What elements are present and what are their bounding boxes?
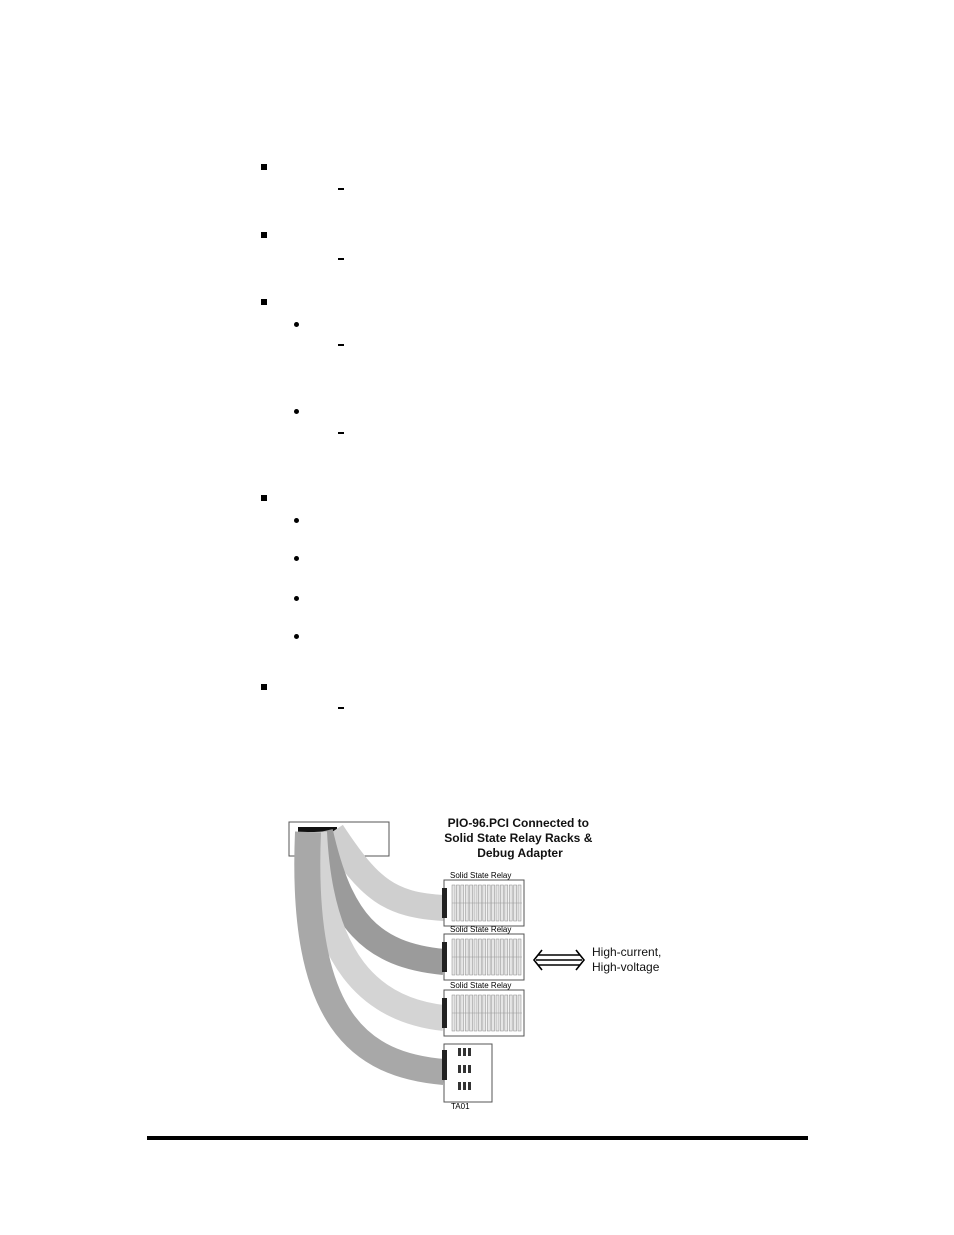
title-line-1: PIO-96.PCI Connected to <box>447 816 590 830</box>
adapter-label: TA01 <box>451 1102 470 1111</box>
dash-bullet <box>338 707 344 709</box>
square-bullet <box>261 232 267 238</box>
rack-label: Solid State Relay <box>450 981 512 990</box>
footer-rule <box>147 1136 808 1140</box>
round-bullet <box>294 596 299 601</box>
dash-bullet <box>338 188 344 190</box>
title-line-2: Solid State Relay Racks & <box>444 831 593 845</box>
title-line-3: Debug Adapter <box>477 846 563 860</box>
round-bullet <box>294 409 299 414</box>
arrow-label <box>592 945 665 974</box>
relay-rack <box>442 981 524 1036</box>
dash-bullet <box>338 258 344 260</box>
round-bullet <box>294 322 299 327</box>
square-bullet <box>261 164 267 170</box>
relay-rack-diagram <box>280 810 680 1120</box>
arrow-label-line-2: High-voltage <box>592 960 660 974</box>
relay-rack <box>442 925 524 980</box>
round-bullet <box>294 518 299 523</box>
dash-bullet <box>338 432 344 434</box>
arrow-label-line-1: High-current, <box>592 945 662 959</box>
relay-rack <box>442 871 524 926</box>
rack-label: Solid State Relay <box>450 925 512 934</box>
double-arrow-icon <box>534 950 584 970</box>
round-bullet <box>294 556 299 561</box>
debug-adapter <box>442 1044 492 1111</box>
ribbon-cables <box>307 832 444 1072</box>
square-bullet <box>261 684 267 690</box>
rack-label: Solid State Relay <box>450 871 512 880</box>
dash-bullet <box>338 344 344 346</box>
round-bullet <box>294 634 299 639</box>
figure-title <box>444 816 595 860</box>
square-bullet <box>261 495 267 501</box>
square-bullet <box>261 299 267 305</box>
